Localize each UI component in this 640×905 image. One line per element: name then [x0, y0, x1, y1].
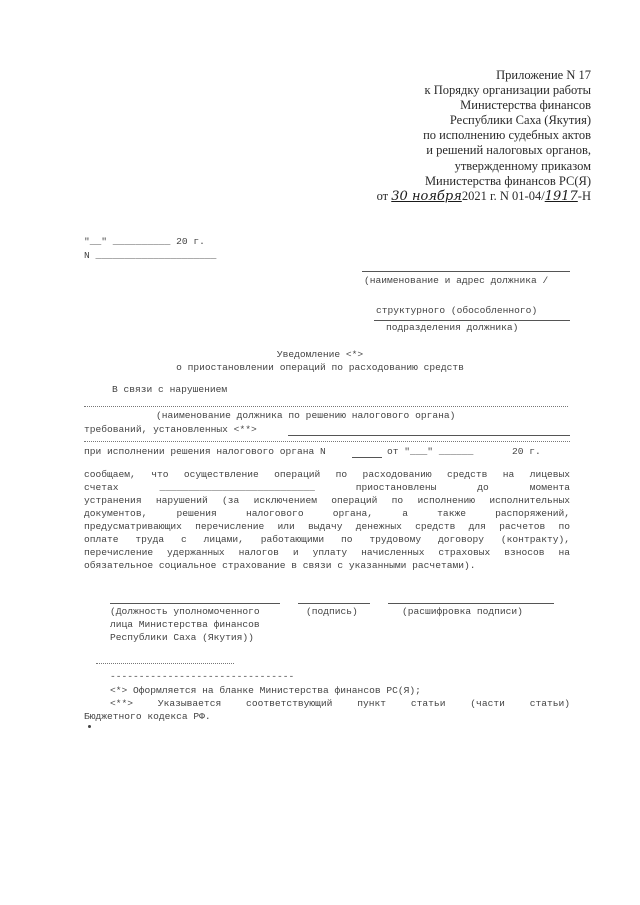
- body-line: сообщаем, что осуществление операций по расходованию средств на лицевых: [84, 469, 570, 480]
- footnote-separator: --------------------------------: [110, 671, 295, 682]
- recipient-label-1: (наименование и адрес должника /: [364, 275, 549, 286]
- order-number-prefix: 2021 г. N 01-04/: [461, 188, 545, 203]
- position-label-2: лица Министерства финансов: [110, 619, 260, 630]
- footnote-2: <**> Указывается соответствующий пункт статьи (части статьи): [110, 698, 570, 709]
- body-line: перечисление удержанных налогов и уплату начисленных страховых взносов на: [84, 547, 570, 558]
- recipient-label-3: подразделения должника): [386, 322, 519, 333]
- stray-dot: [88, 725, 91, 728]
- header-line: к Порядку организации работы: [424, 83, 591, 98]
- date-field: "__" __________ 20 г.: [84, 236, 205, 247]
- header-line: Приложение N 17: [496, 68, 591, 82]
- number-field: N _____________________: [84, 250, 217, 261]
- signature-position-line: [110, 603, 280, 604]
- recipient-label-2: структурного (обособленного): [376, 305, 538, 316]
- decision-number-line: [352, 457, 382, 458]
- decode-label: (расшифровка подписи): [402, 606, 523, 617]
- continuation-line: [84, 441, 570, 442]
- position-label-3: Республики Саха (Якутия)): [110, 632, 254, 643]
- execution-year: 20 г.: [512, 446, 541, 457]
- appendix-header: [377, 68, 591, 204]
- body-line: обязательное социальное страхование в связи с указанными расчетами).: [84, 560, 476, 571]
- header-line: по исполнению судебных актов: [423, 128, 591, 143]
- handwritten-order-number: 1917: [544, 188, 578, 204]
- header-line: Министерства финансов РС(Я): [424, 173, 591, 188]
- position-label: (Должность уполномоченного: [110, 606, 260, 617]
- header-line: утвержденному приказом: [454, 158, 591, 173]
- recipient-line: [362, 271, 570, 272]
- body-line: устранения нарушений (за исключением операций по исполнению исполнительных: [84, 495, 570, 506]
- header-line: и решений налоговых органов,: [426, 143, 591, 158]
- signature-sign-line: [298, 603, 370, 604]
- date-prefix: от: [376, 188, 389, 203]
- recipient-line-2: [374, 320, 570, 321]
- execution-text: при исполнении решения налогового органа N: [84, 446, 326, 457]
- execution-date: от "___" ______: [387, 446, 474, 457]
- footnote-1: <*> Оформляется на бланке Министерства финансов РС(Я);: [110, 685, 421, 696]
- debtor-name-line: [84, 406, 568, 407]
- sign-label: (подпись): [306, 606, 358, 617]
- header-line: Министерства финансов: [460, 98, 591, 113]
- para-intro: В связи с нарушением: [112, 384, 228, 395]
- body-line: документов, решения налогового органа, а также распоряжений,: [84, 508, 570, 519]
- notice-subtitle: о приостановлении операций по расходованию средств: [176, 362, 464, 373]
- handwritten-date: 30 ноября: [391, 188, 462, 204]
- order-number-suffix: -Н: [577, 188, 591, 203]
- header-line: Республики Саха (Якутия): [449, 113, 591, 128]
- requirements-line: [288, 435, 570, 436]
- requirements-text: требований, установленных <**>: [84, 424, 257, 435]
- body-line: предусматривающих перечисление или выдачу денежных средств для расчетов по: [84, 521, 570, 532]
- debtor-name-label: (наименование должника по решению налогового органа): [156, 410, 456, 421]
- footnote-separator-short: [96, 663, 234, 664]
- signature-decode-line: [388, 603, 554, 604]
- order-date-number-line: [377, 189, 591, 204]
- footnote-2-cont: Бюджетного кодекса РФ.: [84, 711, 211, 722]
- body-line: счетах ___________________________ приостановлены до момента: [84, 482, 570, 493]
- body-line: оплате труда с лицами, работающими по трудовому договору (контракту),: [84, 534, 570, 545]
- notice-title: Уведомление <*>: [276, 349, 364, 360]
